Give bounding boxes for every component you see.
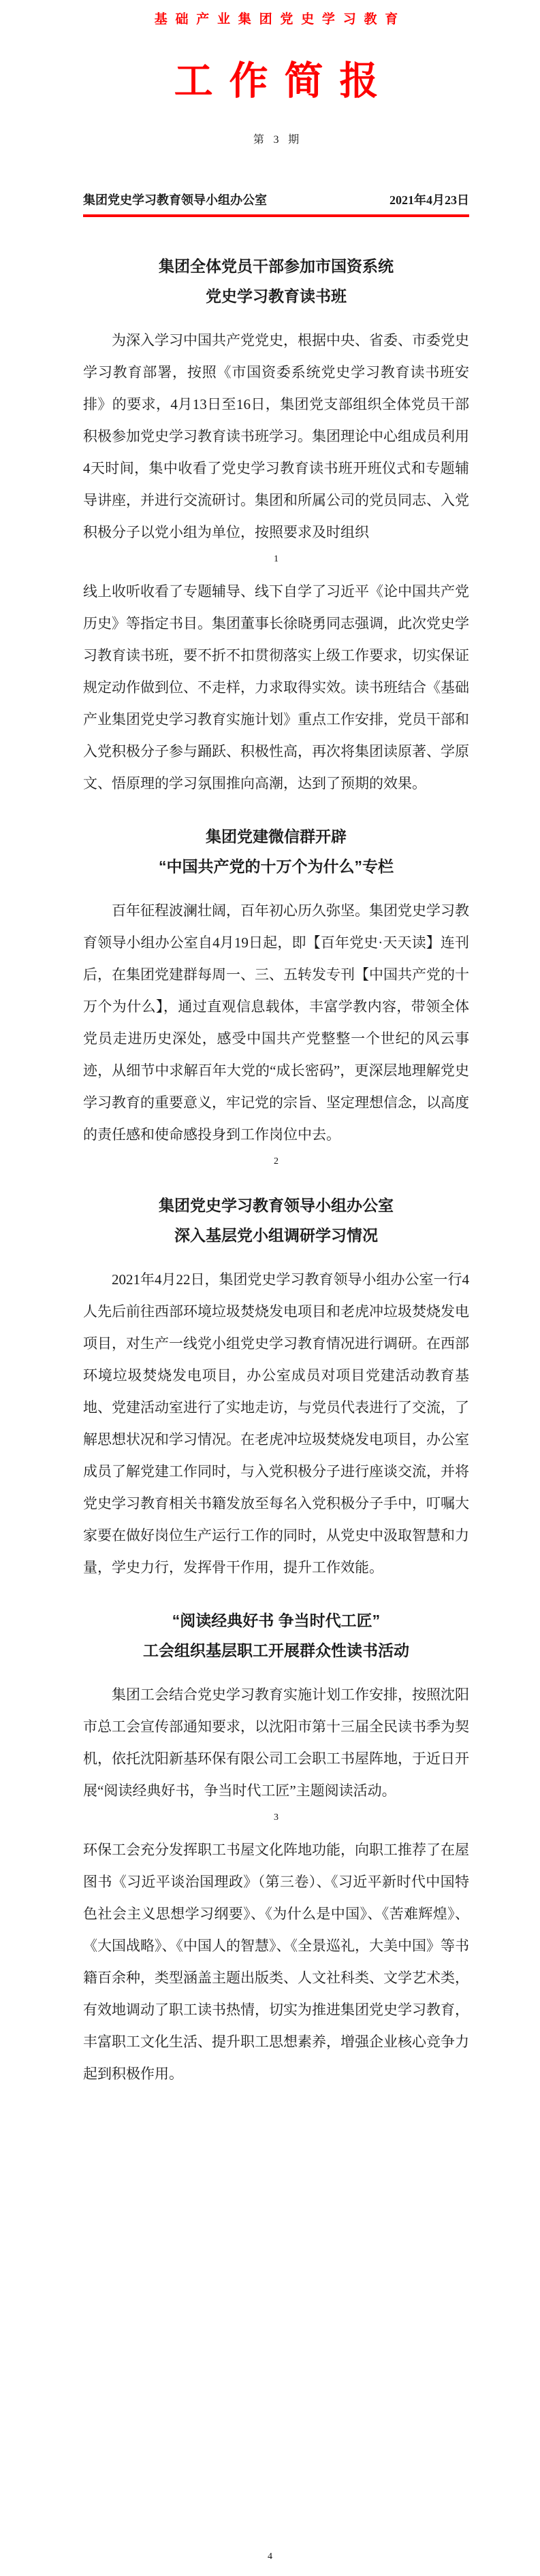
section-3-heading — [83, 1190, 469, 1250]
info-row — [83, 191, 469, 209]
heading-line: 集团全体党员干部参加市国资系统 — [159, 257, 394, 275]
section-3-paragraph: 2021年4月22日，集团党史学习教育领导小组办公室一行4人先后前往西部环境垃圾焚烧发电项目和老虎冲垃圾焚烧发电项目，对生产一线党小组党史学习教育情况进行调研。在西部环境垃圾焚烧发电项目，办公室成员对项目党建活动教育基地、党建活动室进行了实地走访，与党员代表进行了交流，了解思想状况和学习情况。在老虎冲垃圾焚烧发电项目，办公室成员了解党建工作同时，与入党积极分子进行座谈交流，并将党史学习教育相关书籍发放至每名入党积极分子手中，叮嘱大家要在做好岗位生产运行工作的同时，从党史中汲取智慧和力量，学史力行，发挥骨干作用，提升工作效能。 — [83, 1271, 469, 1576]
report-title: 工作简报 — [174, 60, 395, 103]
section-4-heading — [83, 1605, 469, 1665]
section-4-paragraph: 集团工会结合党史学习教育实施计划工作安排，按照沈阳市总工会宣传部通知要求，以沈阳市第十三届全民读书季为契机，依托沈阳新基环保有限公司工会职工书屋阵地，于近日开展“阅读经典好书，争当时代工匠”主题阅读活动。 — [83, 1686, 469, 1799]
heading-line: 工会组织基层职工开展群众性读书活动 — [143, 1642, 409, 1659]
heading-line: 深入基层党小组调研学习情况 — [174, 1226, 378, 1244]
heading-line: “阅读经典好书 争当时代工匠” — [172, 1612, 381, 1629]
office-name: 集团党史学习教育领导小组办公室 — [83, 193, 267, 207]
section-1-heading — [83, 251, 469, 311]
section-2-paragraph: 百年征程波澜壮阔，百年初心历久弥坚。集团党史学习教育领导小组办公室自4月19日起，即【百年党史·天天读】连刊后，在集团党建群每周一、三、五转发专刊【中国共产党的十万个为什么】，通过直观信息载体，丰富学教内容，带领全体党员走进历史深处，感受中国共产党整整一个世纪的风云事迹，从细节中求解百年大党的“成长密码”，更深层地理解党史学习教育的重要意义，牢记党的宗旨、坚定理想信念，以高度的责任感和使命感投身到工作岗位中去。 — [83, 902, 469, 1143]
heading-line: 集团党史学习教育领导小组办公室 — [159, 1196, 394, 1214]
page-number-1: 1 — [274, 554, 279, 564]
section-1-paragraph-continued: 线上收听收看了专题辅导、线下自学了习近平《论中国共产党历史》等指定书目。集团董事长徐晓勇同志强调，此次党史学习教育读书班，要不折不扣贯彻落实上级工作要求，切实保证规定动作做到位、不走样，力求取得实效。读书班结合《基础产业集团党史学习教育实施计划》重点工作安排，党员干部和入党积极分子参与踊跃、积极性高，再次将集团读原著、学原文、悟原理的学习氛围推向高潮，达到了预期的效果。 — [83, 583, 469, 792]
section-1-paragraph: 为深入学习中国共产党党史，根据中央、省委、市委党史学习教育部署，按照《市国资委系统党史学习教育读书班安排》的要求，4月13日至16日，集团党支部组织全体党员干部积极参加党史学习教育读书班学习。集团理论中心组成员利用4天时间，集中收看了党史学习教育读书班开班仪式和专题辅导讲座，并进行交流研讨。集团和所属公司的党员同志、入党积极分子以党小组为单位，按照要求及时组织 — [83, 332, 469, 540]
masthead: 基础产业集团党史学习教育 — [154, 12, 407, 27]
issue-number: 第 3 期 — [253, 134, 302, 146]
heading-line: “中国共产党的十万个为什么”专栏 — [159, 858, 394, 875]
heading-line: 党史学习教育读书班 — [206, 287, 347, 305]
page-number-2: 2 — [274, 1156, 279, 1167]
page-number-4: 4 — [268, 2551, 272, 2562]
heading-line: 集团党建微信群开辟 — [206, 828, 347, 845]
section-4-paragraph-continued: 环保工会充分发挥职工书屋文化阵地功能，向职工推荐了在屋图书《习近平谈治国理政》（第三卷）、《习近平新时代中国特色社会主义思想学习纲要》、《为什么是中国》、《苦难辉煌》、《大国战略》、《中国人的智慧》、《全景巡礼，大美中国》等书籍百余种，类型涵盖主题出版类、人文社科类、文学艺术类，有效地调动了职工读书热情，切实为推进集团党史学习教育，丰富职工文化生活、提升职工思想素养，增强企业核心竞争力起到积极作用。 — [83, 1842, 469, 2082]
section-2-heading — [83, 821, 469, 881]
report-date: 2021年4月23日 — [390, 193, 469, 207]
page-number-3: 3 — [274, 1812, 279, 1823]
red-divider — [83, 214, 469, 217]
